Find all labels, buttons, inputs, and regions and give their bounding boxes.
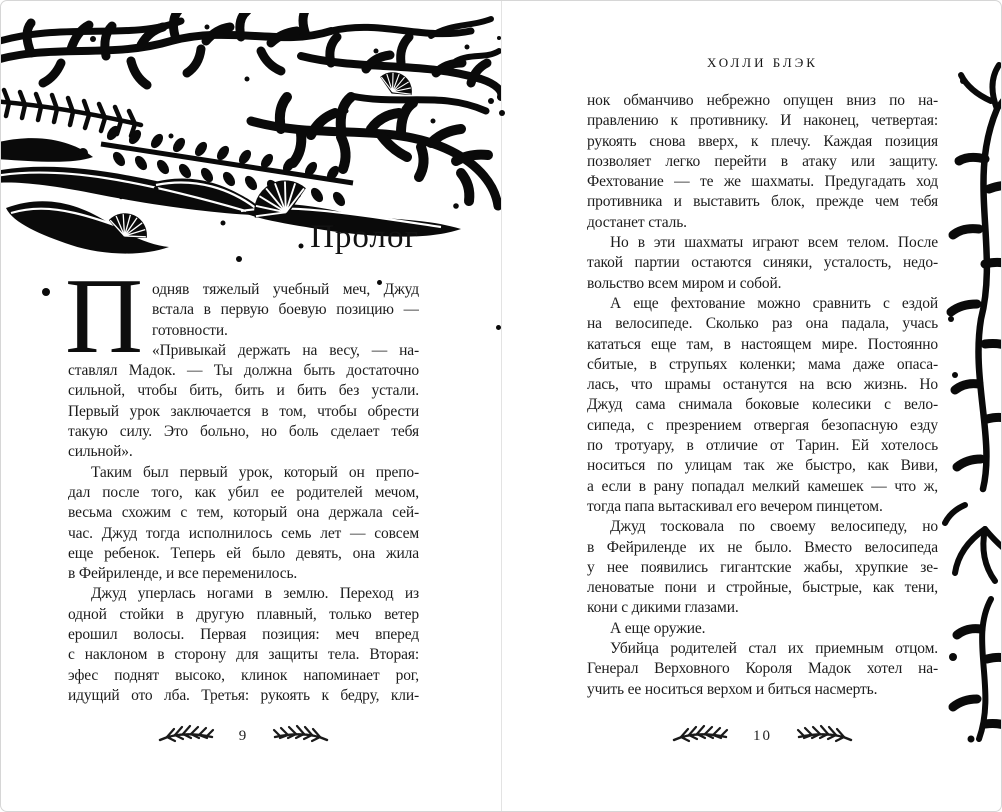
text-line: с наклоном в сторону для защиты тела. Вторая: xyxy=(68,646,419,664)
text-line: идущий ото лба. Третья: рукоять к бедру, кли- xyxy=(68,686,419,704)
text-line: Убийца родителей стал их приемным отцом. xyxy=(610,640,938,658)
text-line: рукоять снова вверх, к плечу. Каждая позиция xyxy=(587,132,938,150)
text-line: еще ребенок. Теперь ей было девять, она жила xyxy=(68,544,419,562)
text-line: нок обманчиво небрежно опущен вниз по на- xyxy=(587,92,938,109)
text-line: сильной, чтобы бить, бить и бить без устали. xyxy=(68,382,419,400)
text-line: ерошил волосы. Первая позиция: меч вперед xyxy=(68,626,419,644)
text-line: леноватые пони и стройные, быстрые, как тени, xyxy=(587,579,938,597)
text-line: Таким был первый урок, который он препо- xyxy=(91,463,419,481)
text-line: вольство всем миром и собой. xyxy=(587,274,782,292)
text-line: «Привыкай держать на весу, — на- xyxy=(152,341,419,359)
text-line: сипеда, с презрением отвергая безопасную езду xyxy=(587,416,938,434)
left-page-text xyxy=(65,257,419,706)
leaf-sprig-ornament-right xyxy=(272,724,330,748)
text-line: сбитые, в струпьях коленки; мама даже опаса- xyxy=(587,355,938,373)
text-line: в Фейриленде их не было. Вместо велосипеда xyxy=(587,538,938,556)
chapter-title: Пролог xyxy=(310,219,419,255)
page-number-left: 9 xyxy=(238,727,249,744)
drop-cap: П xyxy=(65,257,143,376)
text-line: учить ее носиться верхом и биться насмерть. xyxy=(587,680,878,698)
leaf-sprig-ornament-left xyxy=(671,724,729,748)
ink-dot xyxy=(497,36,501,40)
page-gutter-divider xyxy=(501,1,502,811)
text-line: по тротуару, в отличие от Тарин. Ей хотелось xyxy=(587,437,938,455)
leaf-sprig-ornament-left xyxy=(157,724,215,748)
text-line: час. Джуд тогда исполнилось семь лет — совсем xyxy=(68,524,419,542)
text-line: весьма схожим с тем, который она держала сей- xyxy=(68,504,419,522)
text-line: сильной». xyxy=(68,443,133,461)
right-page-footer xyxy=(587,720,938,752)
ink-dot xyxy=(42,288,50,296)
text-line: встала в первую боевую позицию — xyxy=(152,301,419,319)
text-line: эфес поднят высоко, клинок напоминает рог, xyxy=(68,666,419,684)
text-line: позволяет легко перейти в атаку или защиту. xyxy=(587,152,938,170)
text-line: на велосипеде. Сколько раз она падала, учась xyxy=(587,315,938,333)
right-page-text xyxy=(587,91,938,700)
text-line: в Фейриленде, и все переменилось. xyxy=(68,565,298,583)
text-line: А еще фехтование можно сравнить с ездой xyxy=(610,294,938,312)
seaweed-branch-right xyxy=(941,59,1001,763)
text-line: одной стойки в другую плавный, только ветер xyxy=(68,605,419,623)
text-line: Генерал Верховного Короля Мадок хотел на- xyxy=(587,660,938,678)
text-line: одняв тяжелый учебный меч, Джуд xyxy=(152,281,419,298)
ink-dot xyxy=(496,325,501,330)
text-line: а если в рану попадал мелкий камешек — что ж, xyxy=(587,477,938,495)
text-line: правлению к противнику. И наконец, четвертая: xyxy=(587,112,938,130)
leaf-sprig-ornament-right xyxy=(796,724,854,748)
text-line: готовности. xyxy=(152,321,228,339)
ink-dot xyxy=(499,110,505,116)
text-line: Первый урок заключается в том, чтобы обрести xyxy=(68,402,419,420)
text-line: такой партии остаются синяки, усталость, недо- xyxy=(587,254,938,272)
left-page-footer xyxy=(68,720,419,752)
text-line: дал после того, как убил ее родителей мечом, xyxy=(68,483,419,501)
text-line: ставлял Мадок. — Ты должна быть достаточно xyxy=(68,362,419,380)
text-line: Джуд уперлась ногами в землю. Переход из xyxy=(91,585,419,603)
text-line: Джуд тосковала по своему велосипеду, но xyxy=(610,518,938,536)
text-line: носиться по улицам так же быстро, как Виви, xyxy=(587,457,938,475)
text-line: тогда папа вытаскивал его вечером пинцетом. xyxy=(587,497,883,515)
text-line: кони с дикими глазами. xyxy=(587,599,739,617)
text-line: кататься еще там, в настоящем мире. Постоянно xyxy=(587,335,938,353)
text-line: противника и выставить блок, прежде чем тебя xyxy=(587,193,938,211)
text-line: Но в эти шахматы играют всем телом. После xyxy=(610,234,938,252)
running-header-author: ХОЛЛИ БЛЭК xyxy=(707,55,818,70)
text-line: лась, что шрамы останутся на всю жизнь. Но xyxy=(587,376,938,394)
text-line: достанет сталь. xyxy=(587,213,687,231)
text-line: А еще оружие. xyxy=(610,619,706,637)
text-line: у нее появились гигантские жабы, хрупкие зе- xyxy=(587,558,938,576)
text-line: такую силу. Это больно, но боль сделает тебя xyxy=(68,423,419,441)
text-line: Фехтование — те же шахматы. Предугадать ход xyxy=(587,173,938,191)
text-line: Джуд сама снимала боковые колесики с вело- xyxy=(587,396,938,414)
page-number-right: 10 xyxy=(753,727,772,744)
